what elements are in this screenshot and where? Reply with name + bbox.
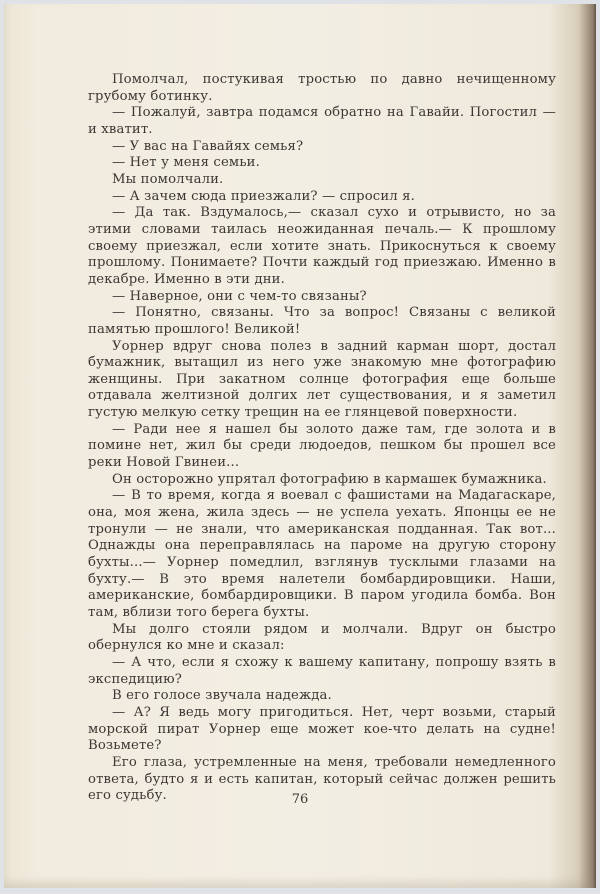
page-number: 76 xyxy=(291,792,309,807)
paragraph: — Пожалуй, завтра подамся обратно на Гавайи. Погостил — и хватит. xyxy=(88,105,556,137)
paragraph: — А зачем сюда приезжали? — спросил я. xyxy=(112,188,415,204)
paragraph: — Понятно, связаны. Что за вопрос! Связаны с великой памятью прошлого! Великой! xyxy=(88,305,556,337)
book-page xyxy=(4,4,596,888)
paragraph: — У вас на Гавайях семья? xyxy=(112,138,304,154)
paragraph: — А что, если я схожу к вашему капитану, попрошу взять в экспедицию? xyxy=(88,654,556,687)
paragraph: — А? Я ведь могу пригодиться. Нет, черт возьми, старый морской пират Уорнер еще может кое-что делать на судне! Возьмете? xyxy=(88,704,556,754)
paragraph: Его глаза, устремленные на меня, требовали немедленного ответа, будто я и есть капитан, который сейчас должен решить его судьбу. xyxy=(88,754,556,804)
paragraph: — Ради нее я нашел бы золото даже там, где золота и в помине нет, жил бы среди людоедов, пешком бы прошел все реки Новой Гвинеи... xyxy=(88,421,556,471)
body-text xyxy=(88,72,556,805)
paragraph: — Да так. Вздумалось,— сказал сухо и отрывисто, но за этими словами таилась неожиданная печаль.— К прошлому своему приезжал, если хотите знать. Прикоснуться к своему прошлому. Понимаете? Почти каждый год приезжаю. Именно в декабре. Именно в эти дни. xyxy=(88,205,556,287)
paragraph: Помолчал, постукивая тростью по давно нечищенному грубому ботинку. xyxy=(88,72,556,104)
paragraph: Он осторожно упрятал фотографию в кармашек бумажника. xyxy=(112,471,547,487)
paragraph: Уорнер вдруг снова полез в задний карман шорт, достал бумажник, вытащил из него уже знакомую мне фотографию женщины. При закатном солнце фотография еще больше отдавала желтизной долгих лет существования, и я заметил густую мелкую сетку трещин на ее глянцевой поверхности. xyxy=(88,338,556,421)
paragraph: — Наверное, они с чем-то связаны? xyxy=(112,288,367,304)
paragraph: В его голосе звучала надежда. xyxy=(112,688,332,704)
paragraph: — Нет у меня семьи. xyxy=(112,155,260,171)
paragraph: Мы долго стояли рядом и молчали. Вдруг он быстро обернулся ко мне и сказал: xyxy=(88,621,556,654)
paragraph: — В то время, когда я воевал с фашистами на Мадагаскаре, она, моя жена, жила здесь — не успела уехать. Японцы ее не тронули — не знали, что американская подданная. Так вот... Однажды она переправлялась на пароме на другую сторону бухты...— Уорнер помедлил, взглянув тусклыми глазами на бухту.— В это время налетели бомбардировщики. Наши, американские, бомбардировщики. В паром угодила бомба. Вон там, вблизи того берега бухты. xyxy=(88,488,556,620)
paragraph: Мы помолчали. xyxy=(112,171,224,187)
